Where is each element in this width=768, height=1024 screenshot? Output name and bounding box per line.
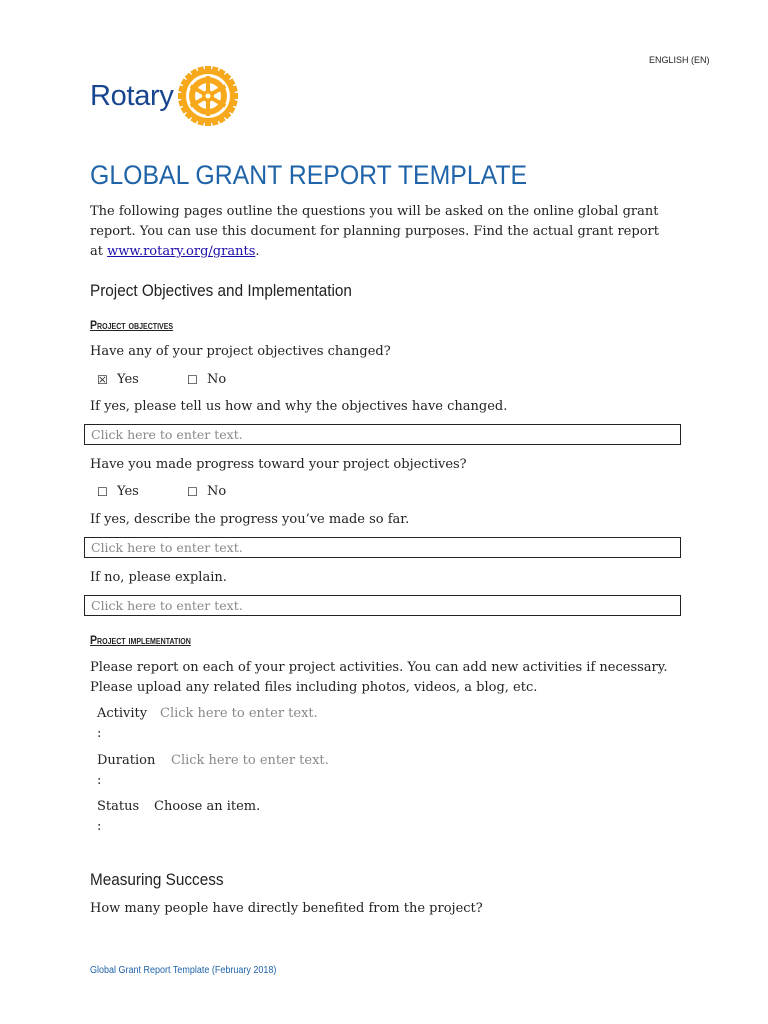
question-progress: Have you made progress toward your project objectives? [90, 457, 467, 472]
checkbox-empty-icon[interactable]: ☐ [187, 372, 198, 387]
status-colon: : [97, 819, 102, 834]
grants-link[interactable]: www.rotary.org/grants [107, 244, 256, 259]
intro-end: . [255, 244, 260, 259]
activity-input[interactable]: Click here to enter text. [160, 706, 318, 721]
question-progress-followup: If yes, describe the progress you’ve made so far. [90, 512, 410, 527]
page-footer: Global Grant Report Template (February 2018) [90, 965, 277, 976]
question-objectives-followup: If yes, please tell us how and why the objectives have changed. [90, 399, 508, 414]
checkbox-empty-icon[interactable]: ☐ [187, 484, 198, 499]
checkbox-empty-icon[interactable]: ☐ [97, 484, 108, 499]
activity-label: Activity [97, 706, 148, 721]
rotary-logo [90, 66, 238, 126]
subheading-project-objectives: Project objectives [90, 318, 174, 332]
page-title: GLOBAL GRANT REPORT TEMPLATE [90, 160, 528, 190]
choice-label: No [207, 484, 227, 499]
choice-label: Yes [117, 372, 139, 387]
logo-wordmark: Rotary [90, 79, 174, 112]
intro-text: The following pages outline the questions you will be asked on the online global grant report. You can use this document for planning purposes. Find the actual grant report at [90, 204, 659, 259]
choices-progress [97, 484, 277, 499]
choice-no[interactable] [187, 484, 277, 499]
subheading-project-implementation: Project implementation [90, 633, 191, 647]
choice-label: No [207, 372, 227, 387]
text-field-objectives-change[interactable]: Click here to enter text. [84, 424, 681, 445]
section-heading-measuring-success: Measuring Success [90, 870, 224, 889]
section-heading-objectives-implementation: Project Objectives and Implementation [90, 281, 352, 300]
text-field-progress[interactable]: Click here to enter text. [84, 537, 681, 558]
duration-colon: : [97, 773, 102, 788]
language-indicator: ENGLISH (EN) [649, 55, 710, 65]
question-objectives-changed: Have any of your project objectives changed? [90, 344, 391, 359]
duration-input[interactable]: Click here to enter text. [171, 753, 329, 768]
question-explain: If no, please explain. [90, 570, 227, 585]
implementation-instructions: Please report on each of your project activities. You can add new activities if necessary. Please upload any related files including photos, videos, a blog, etc. [90, 660, 668, 695]
text-field-explain[interactable]: Click here to enter text. [84, 595, 681, 616]
status-dropdown[interactable]: Choose an item. [154, 799, 261, 814]
rotary-wheel-icon [178, 66, 238, 126]
choice-no[interactable] [187, 372, 277, 387]
choice-yes[interactable] [97, 372, 187, 387]
question-beneficiaries: How many people have directly benefited from the project? [90, 901, 483, 916]
status-label: Status [97, 799, 140, 814]
intro-paragraph [90, 202, 670, 262]
choice-yes[interactable] [97, 484, 187, 499]
duration-label: Duration [97, 753, 156, 768]
activity-colon: : [97, 726, 102, 741]
checkbox-checked-icon[interactable]: ☒ [97, 372, 108, 387]
choice-label: Yes [117, 484, 139, 499]
choices-objectives-changed [97, 372, 277, 387]
